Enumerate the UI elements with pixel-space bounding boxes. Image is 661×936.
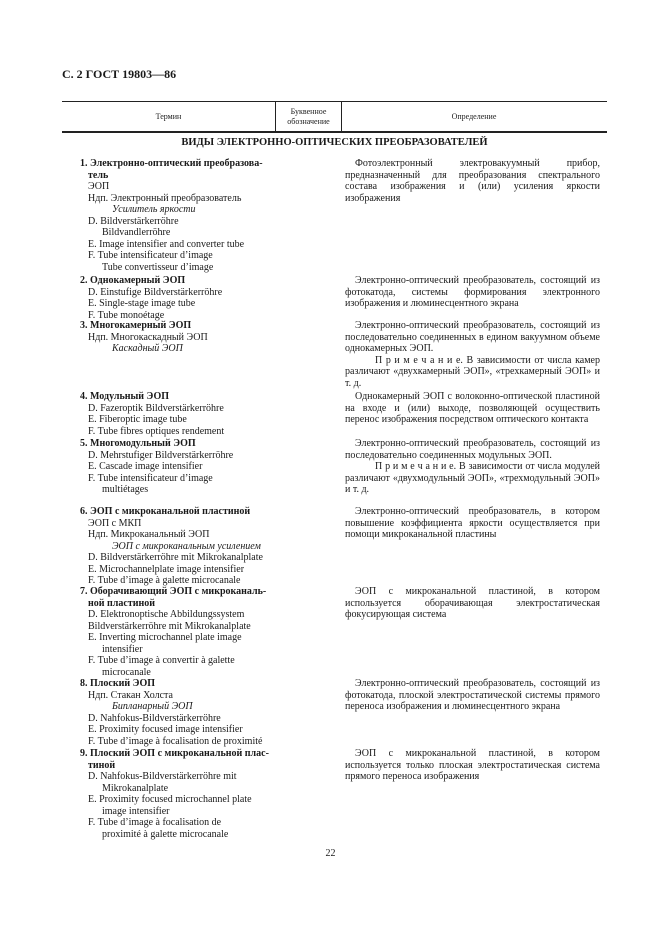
term-entry [80,748,280,840]
abbr-header-line-1: Буквенное [290,106,327,116]
term-entry [80,506,280,587]
column-header-definition: Определение [451,112,497,121]
term-line: D. Nahfokus-Bildverstärkerröhre mit [88,771,237,782]
definition-text: Однокамерный ЭОП с волоконно-оптической пластиной на входе и (или) выходе, позволяющей осуществить перенос изображения посредством оптического контакта [345,391,600,425]
definition-entry [345,586,600,621]
term-line: E. Image intensifier and converter tube [88,238,245,250]
page-header: С. 2 ГОСТ 19803—86 [62,67,177,81]
term-line: ной пластиной [88,597,156,609]
term-line: D. Nahfokus-Bildverstärkerröhre [88,712,221,724]
term-entry [80,678,280,747]
term-line: ЭОП с МКП [88,517,142,529]
definition-text: Электронно-оптический преобразователь, состоящий из последовательно соединенных модульных ЭОП. [345,438,600,461]
definition-entry [345,158,600,204]
definition-entry [345,506,600,541]
definition-entry [345,275,600,310]
definition-text: ЭОП с микроканальной пластиной, в котором используется оборачивающая электростатическая фокусирующая система [345,586,600,620]
term-line: 4. Модульный ЭОП [80,391,170,402]
term-line: 7. Оборачивающий ЭОП с микроканаль- [80,586,267,597]
term-line: F. Tube monoétage [88,309,165,321]
term-line: 5. Многомодульный ЭОП [80,438,196,449]
term-line: E. Fiberoptic image tube [88,414,187,425]
term-line: D. Fazeroptik Bildverstärkerröhre [88,402,224,414]
term-line: 9. Плоский ЭОП с микроканальной плас- [80,748,269,759]
definition-entry [345,678,600,713]
term-line: ЭОП с микроканальным усилением [112,540,261,552]
term-line: E. Proximity focused microchannel plate [88,794,252,805]
term-line: F. Tube fibres optiques rendement [88,425,225,437]
definition-entry [345,438,600,496]
term-line: Ндп. Многокаскадный ЭОП [88,331,208,343]
term-line: тиной [88,759,116,771]
term-line: Бипланарный ЭОП [112,701,193,712]
term-line: image intensifier [102,805,170,817]
term-entry [80,391,280,437]
term-line: multiétages [102,484,149,495]
term-line: Ндп. Электронный преобразователь [88,192,242,204]
section-title: ВИДЫ ЭЛЕКТРОННО-ОПТИЧЕСКИХ ПРЕОБРАЗОВАТЕЛЕЙ [62,132,607,148]
term-line: E. Single-stage image tube [88,298,196,309]
term-line: 3. Многокамерный ЭОП [80,320,192,331]
term-line: 1. Электронно-оптический преобразова- [80,158,263,169]
page-number: 22 [325,848,336,859]
term-line: Tube convertisseur d’image [102,261,214,273]
definition-note: П р и м е ч а н и е. В зависимости от числа камер различают «двухкамерный ЭОП», «трехкамерный ЭОП» и т. д. [345,354,600,389]
definition-text: Электронно-оптический преобразователь, состоящий из фотокатода, плоской электростатической системы прямого переноса изображения и люминесцентного экрана [345,678,600,712]
term-line: Ндп. Стакан Холста [88,689,173,701]
term-line: 6. ЭОП с микроканальной пластиной [80,506,251,517]
term-line: F. Tube d’image à convertir à galette [88,655,235,666]
term-line: E. Proximity focused image intensifier [88,724,243,735]
column-header-term: Термин [155,112,182,121]
abbr-header-line-2: обозначение [287,116,330,126]
definition-text: ЭОП с микроканальной пластиной, в котором используется только плоская электростатическая система прямого переноса изображения [345,748,600,782]
term-line: тель [88,169,109,181]
table-header [62,101,607,132]
term-line: Bildvandlerröhre [102,227,171,238]
term-line: ЭОП [88,181,110,192]
term-line: D. Bildverstärkerröhre mit Mikrokanalplate [88,552,263,563]
term-line: microcanale [102,666,151,678]
term-entry [80,275,280,321]
term-line: Bildverstärkerröhre mit Mikrokanalplate [88,620,251,632]
term-line: D. Mehrstufiger Bildverstärkerröhre [88,449,234,461]
term-line: 2. Однокамерный ЭОП [80,275,186,286]
term-entry [80,320,280,355]
definition-text: Электронно-оптический преобразователь, состоящий из последовательно соединенных в едином вакуумном объеме однокамерных ЭОП. [345,320,600,354]
term-entry [80,438,280,496]
term-line: Усилитель яркости [112,204,196,215]
term-line: 8. Плоский ЭОП [80,678,156,689]
column-header-abbreviation [275,102,342,131]
definition-entry [345,320,600,389]
term-entry [80,158,280,273]
term-line: E. Microchannelplate image intensifier [88,563,245,575]
definition-entry [345,748,600,783]
term-line: intensifier [102,643,143,655]
term-line: E. Inverting microchannel plate image [88,632,242,643]
term-line: Ндп. Микроканальный ЭОП [88,529,210,540]
term-line: F. Tube intensificateur d’image [88,472,213,484]
term-line: F. Tube d’image à galette microcanale [88,575,241,586]
term-line: E. Cascade image intensifier [88,461,203,472]
term-line: proximité à galette microcanale [102,828,229,840]
definition-entry [345,391,600,426]
term-line: D. Einstufige Bildverstärkerröhre [88,286,223,298]
term-line: D. Bildverstärkerröhre [88,215,179,227]
term-line: D. Elektronoptische Abbildungssystem [88,609,245,620]
term-line: F. Tube d’image à focalisation de proximité [88,735,263,747]
definition-text: Электронно-оптический преобразователь, состоящий из фотокатода, системы формирования электронного изображения и люминесцентного экрана [345,275,600,309]
definition-note: П р и м е ч а н и е. В зависимости от числа модулей различают «двухмодульный ЭОП», «трехмодульный ЭОП» и т. д. [345,461,600,495]
term-line: Каскадный ЭОП [112,343,183,354]
term-line: F. Tube intensificateur d’image [88,250,213,261]
definition-text: Фотоэлектронный электровакуумный прибор, предназначенный для преобразования спектрального состава изображения и (или) усиления яркости изображения [345,158,600,204]
term-line: Mikrokanalplate [102,782,169,794]
definition-text: Электронно-оптический преобразователь, в котором повышение коэффициента яркости осуществляется при помощи микроканальной пластины [345,506,600,540]
term-line: F. Tube d’image à focalisation de [88,817,222,828]
term-entry [80,586,280,678]
